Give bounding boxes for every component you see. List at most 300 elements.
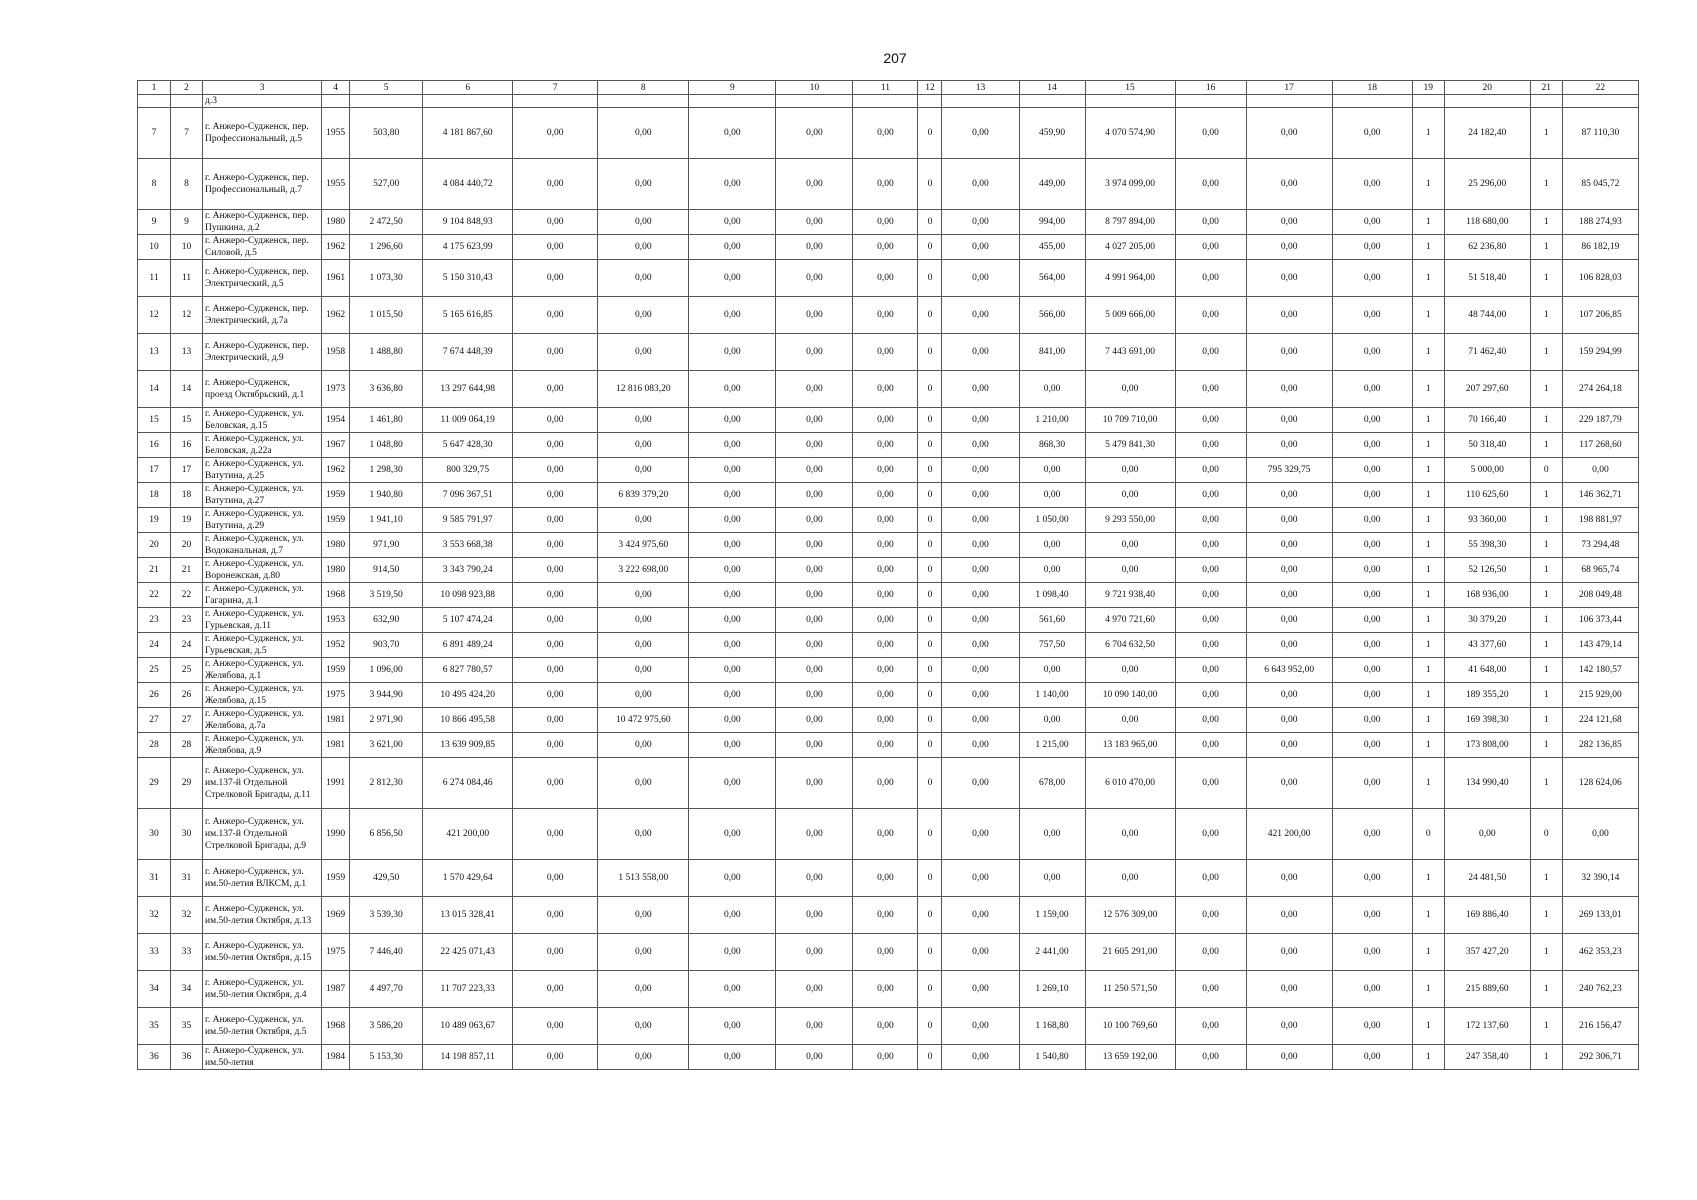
table-cell: 0,00 [853,159,918,210]
table-cell: 208 049,48 [1562,583,1638,608]
table-cell: 11 009 064,19 [423,408,513,433]
table-cell: 0,00 [776,683,853,708]
table-cell [350,95,423,108]
table-cell: 24 481,50 [1444,860,1530,897]
table-cell: 0,00 [513,733,598,758]
column-header: 9 [689,81,776,95]
table-cell: 32 390,14 [1562,860,1638,897]
table-cell: 9 [171,210,203,235]
table-cell: 0,00 [1246,1008,1332,1045]
table-cell: 0,00 [1332,483,1412,508]
table-cell: 2 441,00 [1019,934,1085,971]
table-cell: 0,00 [1019,658,1085,683]
table-cell: 1 [1412,733,1444,758]
table-cell: 32 [138,897,171,934]
column-header: 7 [513,81,598,95]
table-cell: 0,00 [853,408,918,433]
table-cell: 0,00 [598,897,689,934]
table-cell: 5 647 428,30 [423,433,513,458]
address-cell: г. Анжеро-Судженск, пер. Пушкина, д.2 [203,210,322,235]
table-cell: 0,00 [1019,809,1085,860]
table-cell: 0,00 [1246,860,1332,897]
table-cell: 0,00 [689,683,776,708]
table-row [138,633,1639,658]
table-cell: 0,00 [942,708,1019,733]
table-cell [776,95,853,108]
table-cell [942,95,1019,108]
table-cell: 0,00 [1332,297,1412,334]
table-cell: 800 329,75 [423,458,513,483]
table-cell: 20 [171,533,203,558]
table-cell: 1962 [322,297,350,334]
table-cell: 0,00 [1175,758,1246,809]
table-cell: 0 [1530,809,1562,860]
table-cell: 1954 [322,408,350,433]
table-cell: 14 [138,371,171,408]
table-cell: 0,00 [1246,633,1332,658]
table-cell: 0,00 [1332,708,1412,733]
table-cell: 0,00 [1246,897,1332,934]
address-cell: г. Анжеро-Судженск, ул. Ватутина, д.27 [203,483,322,508]
table-cell: 73 294,48 [1562,533,1638,558]
table-cell: 0,00 [1246,235,1332,260]
table-cell: 0,00 [1175,860,1246,897]
table-cell: 7 [138,108,171,159]
table-cell: 0,00 [1175,733,1246,758]
address-cell: г. Анжеро-Судженск, ул. Беловская, д.22а [203,433,322,458]
table-cell: 0,00 [942,508,1019,533]
table-cell: 1 073,30 [350,260,423,297]
table-cell: 0 [918,733,942,758]
column-header: 16 [1175,81,1246,95]
table-cell: 0,00 [1332,897,1412,934]
table-cell: 0,00 [1175,108,1246,159]
table-cell: 0,00 [1332,658,1412,683]
table-cell: 0,00 [942,897,1019,934]
table-cell: 24 [138,633,171,658]
table-cell: 55 398,30 [1444,533,1530,558]
table-cell: 1 [1530,758,1562,809]
table-cell: 18 [138,483,171,508]
table-cell: 1 [1412,558,1444,583]
table-cell: 31 [171,860,203,897]
table-cell: 1 215,00 [1019,733,1085,758]
table-cell: 146 362,71 [1562,483,1638,508]
page-number: 207 [883,50,907,66]
table-cell: 9 [138,210,171,235]
table-cell: 19 [171,508,203,533]
table-cell: 0,00 [689,1045,776,1070]
table-cell: 1 [1412,458,1444,483]
table-cell: 0,00 [776,108,853,159]
column-header: 2 [171,81,203,95]
table-cell: 10 489 063,67 [423,1008,513,1045]
table-cell: 0,00 [689,934,776,971]
address-cell: г. Анжеро-Судженск, ул. Гурьевская, д.5 [203,633,322,658]
table-cell: 1 [1412,633,1444,658]
table-cell: 0,00 [513,809,598,860]
table-cell: 527,00 [350,159,423,210]
table-cell: 0,00 [776,483,853,508]
table-cell: 1 [1530,108,1562,159]
table-cell: 189 355,20 [1444,683,1530,708]
table-cell: 106 373,44 [1562,608,1638,633]
table-cell: 1 [1530,583,1562,608]
column-header: 14 [1019,81,1085,95]
table-cell: 68 965,74 [1562,558,1638,583]
address-cell: г. Анжеро-Судженск, пер. Электрический, д.5 [203,260,322,297]
table-cell: 0,00 [942,108,1019,159]
table-cell: 0 [918,1008,942,1045]
table-cell: 0,00 [689,334,776,371]
table-cell: 0 [918,934,942,971]
table-cell: 0,00 [689,608,776,633]
address-cell: г. Анжеро-Судженск, пер. Электрический, д.9 [203,334,322,371]
table-cell: 1962 [322,235,350,260]
column-header: 21 [1530,81,1562,95]
table-cell: 0,00 [1175,608,1246,633]
table-cell: 3 553 668,38 [423,533,513,558]
table-cell: 0,00 [776,533,853,558]
table-cell: 0,00 [689,658,776,683]
table-cell: 1 [1412,658,1444,683]
table-cell: 0,00 [853,508,918,533]
table-cell: 4 027 205,00 [1085,235,1175,260]
table-cell: 1 [1412,1045,1444,1070]
table-cell: 0,00 [689,809,776,860]
table-cell: 1 [1412,683,1444,708]
table-cell: 0 [918,897,942,934]
table-cell: 3 222 698,00 [598,558,689,583]
table-cell: 0,00 [1175,210,1246,235]
table-cell: 1975 [322,683,350,708]
table-cell: 7 096 367,51 [423,483,513,508]
table-cell: 0,00 [1562,458,1638,483]
table-row [138,371,1639,408]
table-cell: 0,00 [942,558,1019,583]
table-row [138,483,1639,508]
table-cell: 0,00 [1332,210,1412,235]
table-cell: 159 294,99 [1562,334,1638,371]
table-cell: 1 [1412,260,1444,297]
table-cell: 0 [918,334,942,371]
table-cell: 0,00 [513,608,598,633]
table-cell: 0,00 [1175,708,1246,733]
table-cell: 1 [1530,897,1562,934]
table-cell: 3 519,50 [350,583,423,608]
table-cell: 110 625,60 [1444,483,1530,508]
table-cell: 0,00 [776,608,853,633]
address-cell: г. Анжеро-Судженск, ул. им.50-летия Октября, д.15 [203,934,322,971]
table-cell: 0,00 [513,334,598,371]
table-cell: 0,00 [598,297,689,334]
table-cell: 35 [171,1008,203,1045]
table-cell: 1968 [322,1008,350,1045]
table-cell: 0,00 [1175,433,1246,458]
table-cell: 0,00 [1175,260,1246,297]
table-cell: 0,00 [598,1045,689,1070]
table-cell: 564,00 [1019,260,1085,297]
table-row [138,809,1639,860]
table-cell: 1 [1530,733,1562,758]
table-cell: 566,00 [1019,297,1085,334]
table-cell [423,95,513,108]
table-cell: 0,00 [1175,533,1246,558]
table-cell: 0 [918,1045,942,1070]
table-cell: 632,90 [350,608,423,633]
column-number-row [138,81,1639,95]
table-cell: 1 [1530,508,1562,533]
address-cell: г. Анжеро-Судженск, ул. Гагарина, д.1 [203,583,322,608]
table-cell: 0,00 [1444,809,1530,860]
table-cell: 0,00 [1246,1045,1332,1070]
table-cell: 0 [918,371,942,408]
table-row [138,159,1639,210]
table-cell: 85 045,72 [1562,159,1638,210]
table-cell: 1959 [322,658,350,683]
table-cell: 0,00 [776,508,853,533]
table-cell: 10 495 424,20 [423,683,513,708]
table-cell: 19 [138,508,171,533]
table-cell: 0,00 [689,733,776,758]
table-cell: 169 886,40 [1444,897,1530,934]
table-cell: 0,00 [1175,508,1246,533]
table-cell: 903,70 [350,633,423,658]
table-cell: 449,00 [1019,159,1085,210]
table-cell: 274 264,18 [1562,371,1638,408]
table-cell: 0,00 [689,458,776,483]
table-cell: 0,00 [1175,633,1246,658]
table-cell: 0,00 [1246,583,1332,608]
table-cell [138,95,171,108]
table-cell: 0,00 [689,483,776,508]
table-cell: 128 624,06 [1562,758,1638,809]
table-cell: 0,00 [853,483,918,508]
table-cell: 0,00 [942,159,1019,210]
table-cell: 0,00 [689,371,776,408]
table-cell: 0,00 [853,708,918,733]
table-cell: 198 881,97 [1562,508,1638,533]
table-cell: 0 [918,708,942,733]
column-header: 10 [776,81,853,95]
table-cell: 0,00 [598,159,689,210]
address-cell: г. Анжеро-Судженск, ул. им.50-летия [203,1045,322,1070]
table-cell: 5 009 666,00 [1085,297,1175,334]
column-header: 18 [1332,81,1412,95]
table-cell: 0,00 [513,533,598,558]
table-cell: 4 181 867,60 [423,108,513,159]
table-cell: 43 377,60 [1444,633,1530,658]
table-cell: 14 198 857,11 [423,1045,513,1070]
table-cell [171,95,203,108]
table-cell: 4 970 721,60 [1085,608,1175,633]
table-cell: 0 [918,408,942,433]
table-cell: 7 446,40 [350,934,423,971]
table-cell: 0,00 [942,658,1019,683]
table-cell: 3 343 790,24 [423,558,513,583]
table-cell: 34 [171,971,203,1008]
table-cell: 0,00 [1019,558,1085,583]
table-cell: 1969 [322,897,350,934]
table-cell: 0,00 [513,860,598,897]
table-cell: 0,00 [513,260,598,297]
column-header: 22 [1562,81,1638,95]
table-cell: 0,00 [853,971,918,1008]
table-cell: 0,00 [1175,558,1246,583]
table-cell: 1984 [322,1045,350,1070]
table-cell: 0,00 [598,733,689,758]
table-cell: 134 990,40 [1444,758,1530,809]
table-cell: 142 180,57 [1562,658,1638,683]
table-cell: 15 [171,408,203,433]
table-cell: 0,00 [853,860,918,897]
address-cell: г. Анжеро-Судженск, пер. Профессиональный, д.7 [203,159,322,210]
table-cell: 1 050,00 [1019,508,1085,533]
table-cell: 0,00 [853,608,918,633]
table-cell: 0,00 [942,458,1019,483]
table-cell: 1 [1530,558,1562,583]
table-cell: 0,00 [513,971,598,1008]
table-cell: 0,00 [598,583,689,608]
table-cell: 17 [171,458,203,483]
table-cell: 0,00 [1175,583,1246,608]
table-cell: 1 [1412,483,1444,508]
table-cell: 0,00 [776,260,853,297]
table-cell: 1 [1412,608,1444,633]
table-cell: 0,00 [598,108,689,159]
table-cell: 1 [1412,508,1444,533]
table-cell: 1 168,80 [1019,1008,1085,1045]
table-cell: 41 648,00 [1444,658,1530,683]
table-row [138,608,1639,633]
table-cell: 0,00 [598,658,689,683]
table-cell: 21 605 291,00 [1085,934,1175,971]
table-cell: 0 [918,558,942,583]
table-cell: 0,00 [598,633,689,658]
table-cell: 0,00 [689,260,776,297]
table-cell: 3 621,00 [350,733,423,758]
table-cell: 0,00 [689,210,776,235]
table-cell: 914,50 [350,558,423,583]
table-cell: 32 [171,897,203,934]
table-cell: 0,00 [1332,683,1412,708]
table-cell: 7 674 448,39 [423,334,513,371]
table-row [138,108,1639,159]
table-cell: 8 [138,159,171,210]
table-cell: 1 [1412,433,1444,458]
table-cell: 0 [918,971,942,1008]
table-cell: 1 [1530,483,1562,508]
table-cell: 3 424 975,60 [598,533,689,558]
table-cell: 0,00 [776,433,853,458]
table-cell: 0,00 [942,371,1019,408]
table-cell: 0,00 [513,1045,598,1070]
table-cell: 0,00 [853,683,918,708]
table-cell: 0,00 [1246,297,1332,334]
table-cell: 23 [171,608,203,633]
table-cell: 0,00 [1246,558,1332,583]
table-cell: 0,00 [942,1045,1019,1070]
table-cell: 0 [918,159,942,210]
table-cell: 0,00 [942,583,1019,608]
table-cell: 1 096,00 [350,658,423,683]
table-cell: 0,00 [1332,860,1412,897]
table-cell: 0,00 [776,159,853,210]
address-cell: г. Анжеро-Судженск, проезд Октябрьский, д.1 [203,371,322,408]
table-cell: 0,00 [513,408,598,433]
table-cell: 1 513 558,00 [598,860,689,897]
table-cell: 0,00 [853,583,918,608]
table-cell: 1 [1530,371,1562,408]
table-cell: 93 360,00 [1444,508,1530,533]
table-cell: 0,00 [1332,608,1412,633]
table-cell: 16 [171,433,203,458]
table-cell: 51 518,40 [1444,260,1530,297]
table-cell: 0,00 [853,458,918,483]
column-header: 12 [918,81,942,95]
table-cell: 0,00 [1019,458,1085,483]
table-cell: 6 643 952,00 [1246,658,1332,683]
table-cell: 0,00 [942,1008,1019,1045]
table-cell: 1 [1412,860,1444,897]
table-cell: 0 [918,433,942,458]
table-cell: 0,00 [853,433,918,458]
table-cell: 1959 [322,860,350,897]
table-cell: 21 [171,558,203,583]
table-cell: 10 472 975,60 [598,708,689,733]
table-cell: 0,00 [1175,934,1246,971]
table-cell: 48 744,00 [1444,297,1530,334]
table-cell: 106 828,03 [1562,260,1638,297]
table-cell: 1 [1530,433,1562,458]
table-cell: 9 585 791,97 [423,508,513,533]
address-cell: г. Анжеро-Судженск, ул. Воронежская, д.80 [203,558,322,583]
table-cell: 0,00 [1175,809,1246,860]
table-cell: 10 090 140,00 [1085,683,1175,708]
table-cell: 0,00 [598,408,689,433]
address-cell: г. Анжеро-Судженск, ул. Желябова, д.9 [203,733,322,758]
table-cell: 0,00 [513,897,598,934]
table-cell: 421 200,00 [423,809,513,860]
table-cell: 1 [1530,334,1562,371]
table-cell: 27 [138,708,171,733]
address-cell: г. Анжеро-Судженск, ул. Гурьевская, д.11 [203,608,322,633]
table-cell: 0,00 [1246,733,1332,758]
table-cell: 0,00 [689,558,776,583]
table-cell: 0,00 [689,860,776,897]
table-cell [1246,95,1332,108]
table-cell: 1 [1412,1008,1444,1045]
table-cell: 6 704 632,50 [1085,633,1175,658]
table-cell: 0,00 [1332,758,1412,809]
table-cell [853,95,918,108]
table-cell: 0 [918,533,942,558]
table-cell: 0,00 [689,708,776,733]
table-cell: 1 [1412,159,1444,210]
table-cell: 1955 [322,159,350,210]
table-cell: 0,00 [1246,971,1332,1008]
table-cell: 1 [1530,1045,1562,1070]
table-cell: 1 210,00 [1019,408,1085,433]
table-cell: 0,00 [1175,235,1246,260]
table-cell: 1 [1530,408,1562,433]
table-cell: 0,00 [853,733,918,758]
table-cell: 0,00 [776,583,853,608]
table-cell: 169 398,30 [1444,708,1530,733]
table-cell: 421 200,00 [1246,809,1332,860]
table-row [138,708,1639,733]
table-cell: 28 [138,733,171,758]
